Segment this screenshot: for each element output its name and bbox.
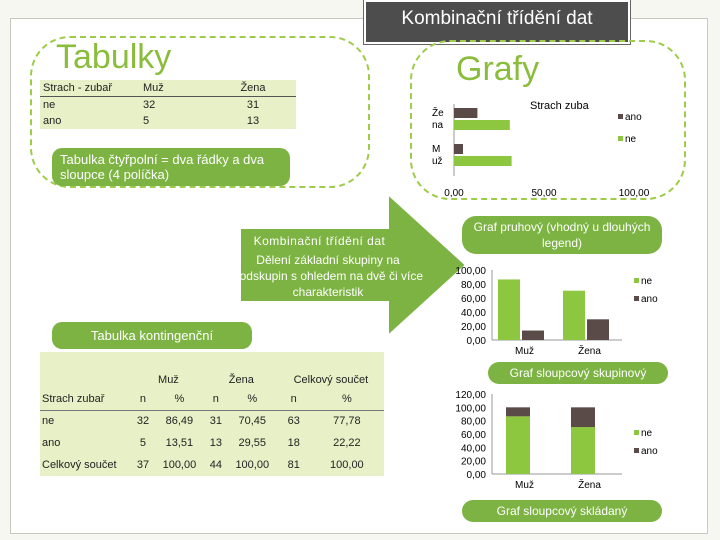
bar-segment	[506, 416, 530, 474]
bar-segment	[571, 407, 595, 427]
contingency-table	[40, 352, 384, 476]
tick-label: 20,00	[460, 456, 486, 468]
category-label: Žena	[578, 346, 601, 357]
legend-swatch	[634, 296, 639, 301]
graphs-heading: Grafy	[456, 50, 540, 88]
tick-label: 80,00	[460, 280, 486, 291]
tick-label: 100,00	[455, 266, 486, 277]
bar-chart-caption: Graf pruhový (vhodný u dlouhých legend)	[462, 216, 662, 254]
category-label: Že	[432, 108, 444, 119]
tick-label: 60,00	[460, 294, 486, 305]
table-cell: 13	[209, 437, 222, 449]
legend-swatch	[618, 114, 623, 119]
tick-label: 100,00	[455, 403, 486, 415]
table-header: n	[132, 388, 154, 410]
table-cell: 86,49	[165, 415, 194, 428]
bar	[454, 108, 477, 118]
table-header: Strach - zubař	[40, 80, 140, 97]
table-header: n	[278, 388, 310, 410]
grouped-column-chart	[420, 262, 660, 362]
category-label: na	[432, 120, 444, 131]
table-cell: ano	[43, 115, 62, 127]
arrow-text: Dělení základní skupiny na podskupin s ohledem na dvě či více charakteristik	[232, 253, 424, 299]
table-header: Strach zubař	[40, 388, 132, 410]
table-cell: 31	[209, 415, 222, 428]
bar-segment	[571, 427, 595, 474]
legend-label: ano	[641, 446, 658, 457]
tick-label: 80,00	[460, 416, 486, 428]
table-row	[40, 454, 384, 476]
table-cell: 13	[246, 115, 260, 127]
bar	[563, 291, 585, 340]
table-header: Muž	[158, 374, 179, 386]
table-cell: 31	[246, 99, 260, 111]
table-cell: 81	[287, 459, 300, 471]
bar	[498, 279, 520, 340]
table-cell: 5	[143, 115, 150, 127]
fourfold-table	[40, 80, 296, 129]
tick-label: 60,00	[460, 430, 486, 441]
table-cell: 77,78	[333, 415, 361, 428]
table-cell: 37	[136, 459, 150, 471]
tick-label: 100,00	[618, 188, 650, 199]
horizontal-bar-chart	[424, 96, 664, 206]
bar	[454, 144, 463, 154]
tick-label: 20,00	[460, 322, 486, 333]
fourfold-note: Tabulka čtyřpolní = dva řádky a dva sloupce (4 políčka)	[52, 148, 290, 186]
table-cell: 29,55	[238, 437, 267, 449]
bar	[522, 331, 544, 340]
table-cell: Celkový součet	[42, 459, 117, 471]
category-label: už	[432, 156, 443, 167]
contingency-label: Tabulka kontingenční	[52, 322, 252, 349]
stacked-chart-caption: Graf sloupcový skládaný	[462, 500, 662, 522]
chart-title: Strach zuba	[530, 100, 589, 112]
legend-swatch	[618, 136, 623, 141]
tick-label: 0,00	[466, 336, 486, 347]
table-header: %	[310, 388, 384, 410]
legend-label: ne	[625, 134, 637, 145]
table-row	[40, 352, 384, 388]
table-header: n	[205, 388, 227, 410]
tick-label: 40,00	[460, 308, 486, 319]
table-cell: 5	[139, 437, 147, 449]
table-cell: 63	[287, 415, 300, 428]
table-cell: ano	[42, 437, 61, 449]
table-row	[40, 97, 296, 114]
bar	[454, 120, 510, 130]
table-row	[40, 432, 384, 454]
category-label: Muž	[515, 480, 534, 491]
table-cell: ne	[43, 99, 56, 111]
table-cell: 32	[136, 415, 150, 428]
slide-title: Kombinační třídění dat	[364, 0, 630, 44]
table-header: Žena	[210, 80, 296, 97]
category-label: M	[432, 144, 441, 155]
table-row	[40, 410, 384, 432]
table-cell: 13,51	[165, 437, 194, 449]
stacked-column-chart	[420, 386, 660, 496]
legend-label: ano	[641, 294, 658, 305]
bar-segment	[506, 407, 530, 416]
arrow-title: Kombinační třídění dat	[253, 234, 386, 248]
legend-swatch	[634, 430, 639, 435]
table-header: Muž	[140, 80, 210, 97]
table-cell: ne	[42, 415, 55, 428]
table-row	[40, 388, 384, 410]
table-cell: 32	[143, 99, 156, 111]
tick-label: 50,00	[531, 188, 557, 199]
table-cell: 18	[287, 437, 300, 449]
bar	[454, 156, 512, 166]
table-cell: 100,00	[235, 459, 270, 471]
table-cell: 44	[209, 459, 222, 471]
table-header: %	[154, 388, 205, 410]
table-cell: 70,45	[238, 415, 267, 428]
table-cell: 100,00	[162, 459, 197, 471]
column-chart-caption: Graf sloupcový skupinový	[488, 362, 668, 384]
table-cell: 100,00	[330, 459, 364, 471]
table-cell: 22,22	[333, 437, 361, 449]
legend-swatch	[634, 278, 639, 283]
table-row	[40, 113, 296, 129]
legend-swatch	[634, 448, 639, 453]
category-label: Muž	[515, 346, 534, 357]
legend-label: ne	[641, 428, 653, 439]
bar	[587, 319, 609, 340]
category-label: Žena	[578, 480, 601, 491]
tables-heading: Tabulky	[56, 38, 172, 76]
table-header: Celkový součet	[293, 374, 369, 386]
legend-label: ano	[625, 112, 642, 123]
tick-label: 0,00	[444, 188, 464, 199]
tick-label: 120,00	[455, 390, 486, 401]
tick-label: 0,00	[466, 470, 486, 481]
legend-label: ne	[641, 276, 653, 287]
tick-label: 40,00	[460, 443, 486, 455]
table-header: Žena	[228, 374, 254, 386]
table-header: %	[227, 388, 278, 410]
